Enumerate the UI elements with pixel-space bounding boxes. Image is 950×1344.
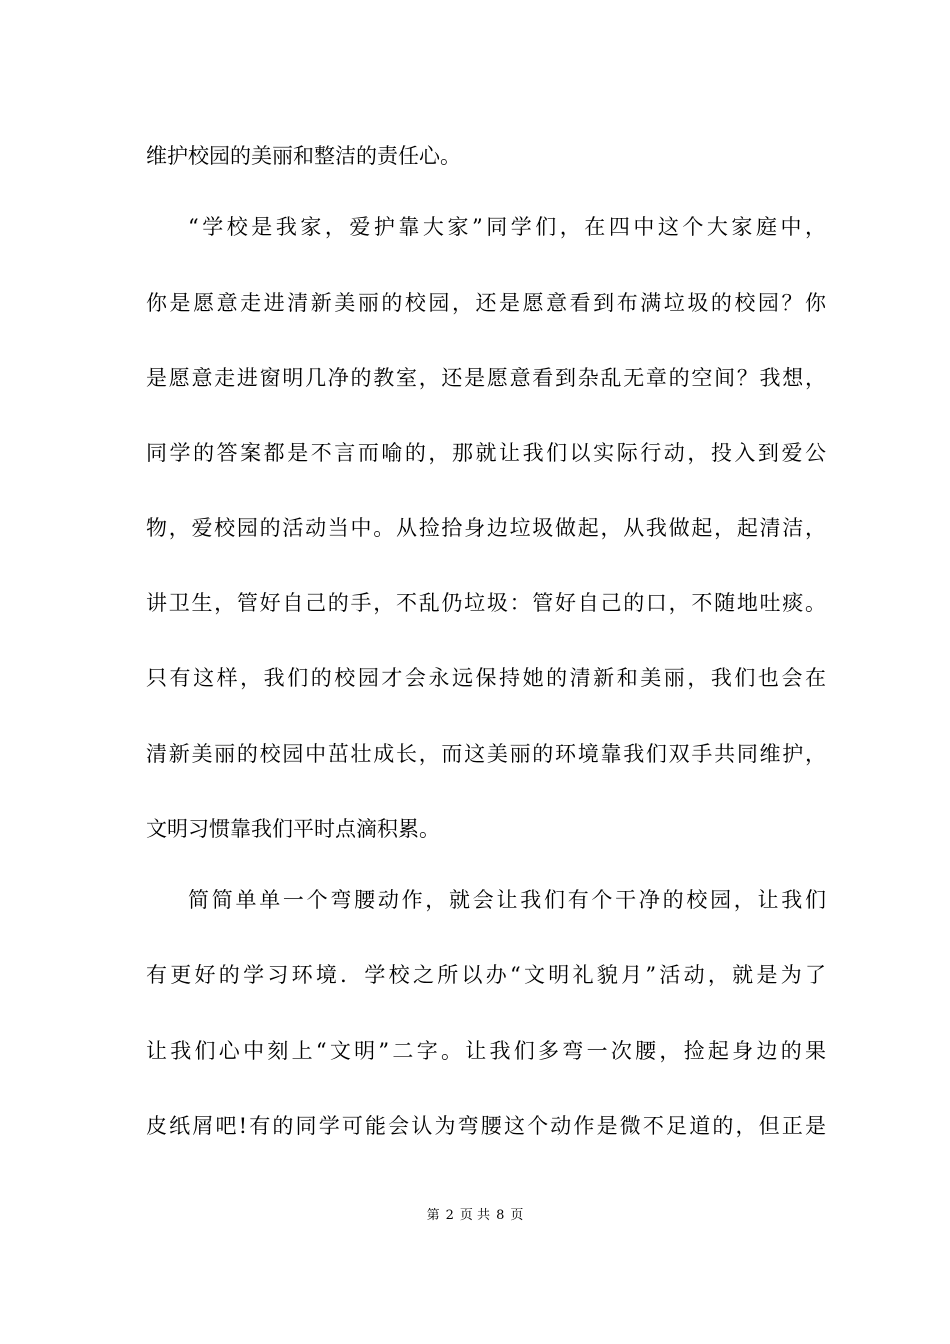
paragraph-first-line: 简简单单一个弯腰动作，就会让我们有个干净的校园，让我们 <box>188 888 826 912</box>
text-line: 皮纸屑吧!有的同学可能会认为弯腰这个动作是微不足道的，但正是 <box>146 1114 826 1138</box>
text-line: 维护校园的美丽和整洁的责任心。 <box>146 144 461 168</box>
text-line: 有更好的学习环境．学校之所以办“文明礼貌月”活动，就是为了 <box>146 963 826 987</box>
page-number-suffix: 页 <box>510 1208 524 1223</box>
paragraph-first-line: “学校是我家，爱护靠大家”同学们，在四中这个大家庭中， <box>188 215 826 239</box>
page-number-prefix: 第 <box>426 1208 440 1223</box>
text-line: 物，爱校园的活动当中。从捡拾身边垃圾做起，从我做起，起清洁， <box>146 516 826 540</box>
text-line: 讲卫生，管好自己的手，不乱仍垃圾：管好自己的口，不随地吐痰。 <box>146 591 826 615</box>
text-line: 是愿意走进窗明几净的教室，还是愿意看到杂乱无章的空间？我想， <box>146 366 826 390</box>
text-line: 你是愿意走进清新美丽的校园，还是愿意看到布满垃圾的校园？你 <box>146 291 826 315</box>
page-footer <box>0 1206 950 1226</box>
text-line: 同学的答案都是不言而喻的，那就让我们以实际行动，投入到爱公 <box>146 441 826 465</box>
page-number-middle: 页 共 <box>459 1208 491 1223</box>
text-line: 文明习惯靠我们平时点滴积累。 <box>146 817 440 841</box>
page-number-current: 2 <box>445 1208 454 1223</box>
text-line: 清新美丽的校园中茁壮成长，而这美丽的环境靠我们双手共同维护， <box>146 742 826 766</box>
text-line: 只有这样，我们的校园才会永远保持她的清新和美丽，我们也会在 <box>146 666 826 690</box>
page-number-total: 8 <box>496 1208 505 1223</box>
text-line: 让我们心中刻上“文明”二字。让我们多弯一次腰，捡起身边的果 <box>146 1039 826 1063</box>
